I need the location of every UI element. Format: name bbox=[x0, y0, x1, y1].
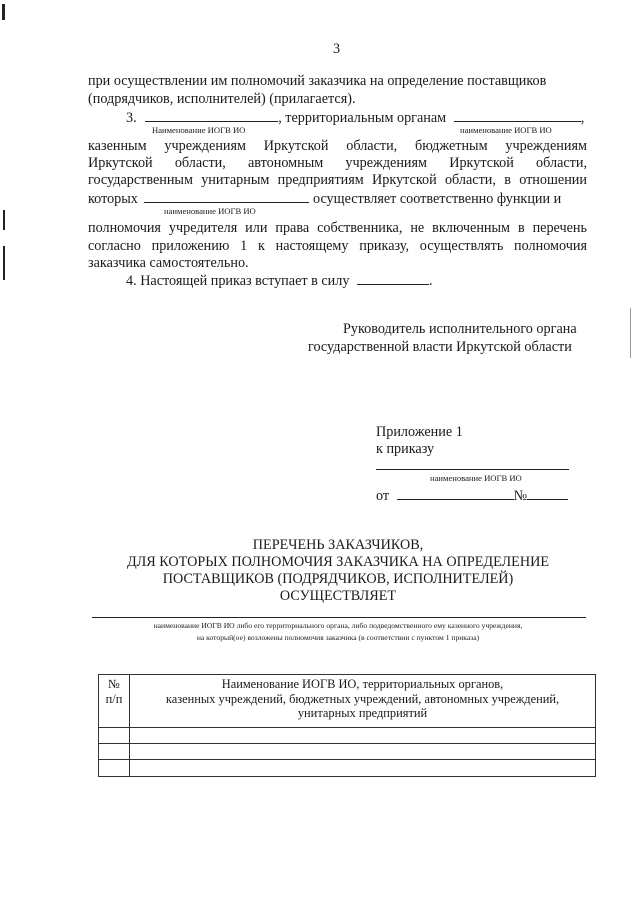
field-caption: наименование ИОГВ ИО bbox=[430, 473, 522, 483]
paragraph-line: при осуществлении им полномочий заказчика на определение поставщиков bbox=[88, 73, 547, 89]
customers-table bbox=[98, 674, 596, 777]
scan-mark-lower bbox=[3, 246, 5, 280]
paragraph-line: (подрядчиков, исполнителей) (прилагается). bbox=[88, 91, 356, 107]
field-caption: Наименование ИОГВ ИО bbox=[152, 125, 246, 135]
list-heading bbox=[88, 537, 588, 605]
header-cell-name: Наименование ИОГВ ИО, территориальных органов, казенных учреждений, бюджетных учреждений, автономных учреждений, унитарных предприятий bbox=[130, 675, 596, 728]
appendix-subtitle: к приказу bbox=[376, 441, 435, 457]
table-row bbox=[99, 728, 596, 744]
header-cell-number: № п/п bbox=[99, 675, 130, 728]
field-caption: наименование ИОГВ ИО bbox=[460, 125, 552, 135]
heading-line: ОСУЩЕСТВЛЯЕТ bbox=[279, 588, 397, 604]
table-row bbox=[99, 744, 596, 760]
item4-text: 4. Настоящей приказ вступает в силу bbox=[126, 273, 350, 289]
heading-line: ПЕРЕЧЕНЬ ЗАКАЗЧИКОВ, bbox=[252, 537, 424, 553]
item4-period: . bbox=[428, 273, 433, 289]
note-blank-line bbox=[92, 617, 586, 618]
item3-text: которых bbox=[88, 191, 138, 207]
note-line: на который(ое) возложены полномочия заказчика (в соответствии с пунктом 1 приказа) bbox=[196, 633, 480, 642]
item3-comma: , bbox=[580, 110, 585, 126]
paragraph-line: согласно приложению 1 к настоящему приказу, осуществлять полномочия bbox=[88, 238, 587, 254]
table-row bbox=[99, 760, 596, 777]
paragraph-line: полномочия учредителя или права собственника, не включенным в перечень bbox=[88, 220, 587, 236]
item3-text: , территориальным органам bbox=[278, 110, 447, 126]
blank-field bbox=[145, 109, 278, 122]
table-cell bbox=[99, 744, 130, 760]
field-caption: наименование ИОГВ ИО bbox=[164, 206, 256, 216]
table-cell bbox=[130, 744, 596, 760]
heading-line: ПОСТАВЩИКОВ (ПОДРЯДЧИКОВ, ИСПОЛНИТЕЛЕЙ) bbox=[162, 571, 514, 587]
paragraph-line: казенным учреждениям Иркутской области, бюджетным учреждениям bbox=[88, 138, 587, 154]
paragraph-line: заказчика самостоятельно. bbox=[88, 255, 249, 271]
scan-mark-top bbox=[2, 4, 5, 20]
blank-field bbox=[397, 487, 514, 500]
scan-mark-right bbox=[630, 308, 631, 358]
note-caption bbox=[88, 621, 588, 642]
blank-field bbox=[144, 190, 309, 203]
table-cell bbox=[99, 728, 130, 744]
table-cell bbox=[99, 760, 130, 777]
signature-line: Руководитель исполнительного органа bbox=[343, 321, 577, 337]
item3-line5 bbox=[88, 190, 561, 208]
scan-mark-mid bbox=[3, 210, 5, 230]
item3-text: осуществляет соответственно функции и bbox=[313, 191, 562, 207]
table-cell bbox=[130, 728, 596, 744]
table-header-row bbox=[99, 675, 596, 728]
blank-field bbox=[454, 109, 581, 122]
appendix-blank-line bbox=[376, 469, 569, 470]
item4-line bbox=[126, 272, 433, 290]
date-label: от bbox=[376, 488, 390, 504]
paragraph-line: Иркутской области, автономным учреждениям Иркутской области, bbox=[88, 155, 587, 171]
signature-line: государственной власти Иркутской области bbox=[308, 339, 572, 355]
blank-field bbox=[357, 272, 429, 285]
appendix-date-line bbox=[376, 487, 568, 505]
blank-field bbox=[527, 487, 568, 500]
heading-line: ДЛЯ КОТОРЫХ ПОЛНОМОЧИЯ ЗАКАЗЧИКА НА ОПРЕДЕЛЕНИЕ bbox=[126, 554, 549, 570]
number-label: № bbox=[513, 488, 528, 504]
table-cell bbox=[130, 760, 596, 777]
note-line: наименование ИОГВ ИО либо его территориального органа, либо подведомственного ему казенного учреждения, bbox=[153, 621, 523, 630]
item3-number: 3. bbox=[126, 110, 137, 126]
paragraph-line: государственным унитарным предприятиям Иркутской области, в отношении bbox=[88, 172, 587, 188]
appendix-title: Приложение 1 bbox=[376, 424, 463, 440]
page-number: 3 bbox=[333, 41, 341, 57]
